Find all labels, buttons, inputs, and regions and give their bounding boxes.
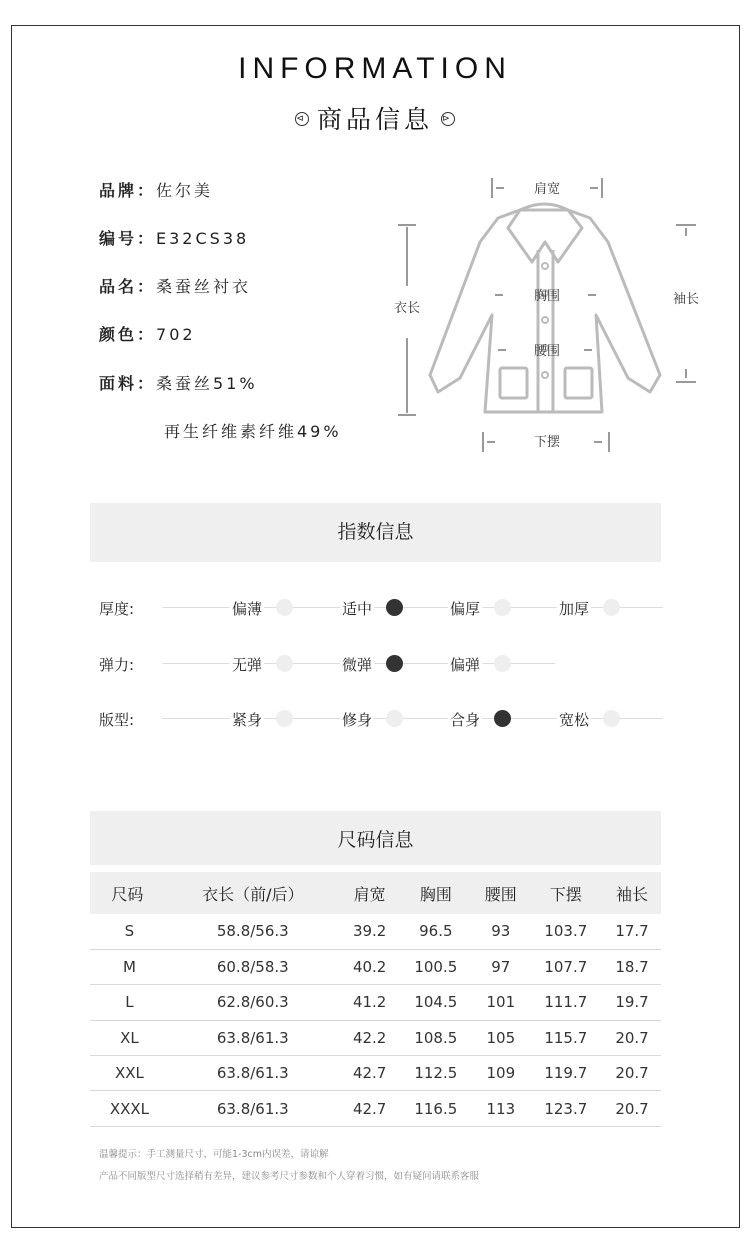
size-table-row xyxy=(90,949,661,984)
size-table-row xyxy=(90,985,661,1020)
info-color: 颜色：702 xyxy=(99,325,196,344)
size-header-cell: 袖长 xyxy=(603,872,661,914)
size-cell: 103.7 xyxy=(529,914,603,949)
size-title: 尺码信息 xyxy=(90,811,661,865)
section-title-cn: 商品信息 xyxy=(316,105,433,134)
size-cell: 111.7 xyxy=(529,985,603,1020)
size-table-row xyxy=(90,1020,661,1055)
info-code: 编号：E32CS38 xyxy=(99,229,250,248)
index-option: 宽松 xyxy=(559,711,590,729)
size-cell: 119.7 xyxy=(529,1056,603,1091)
label-shoulder: 肩宽 xyxy=(533,182,561,197)
size-cell: 101 xyxy=(473,985,529,1020)
info-name: 品名：桑蚕丝衬衣 xyxy=(99,277,252,296)
index-row-label: 弹力: xyxy=(99,656,135,674)
size-cell: S xyxy=(90,914,165,949)
size-cell: 41.2 xyxy=(341,985,399,1020)
shirt-sketch xyxy=(380,170,720,460)
size-cell: 93 xyxy=(473,914,529,949)
shirt-collar xyxy=(508,204,582,262)
size-cell: M xyxy=(90,949,165,984)
note-measure: 温馨提示：手工测量尺寸，可能1-3cm内误差，请谅解 xyxy=(99,1149,329,1160)
index-dot xyxy=(603,710,620,727)
size-cell: 18.7 xyxy=(603,949,661,984)
index-option: 适中 xyxy=(342,600,373,618)
size-cell: 108.5 xyxy=(399,1020,473,1055)
size-cell: 19.7 xyxy=(603,985,661,1020)
size-cell: 63.8/61.3 xyxy=(165,1020,341,1055)
note-fit: 产品不同版型尺寸选择稍有差异，建议参考尺寸参数和个人穿着习惯，如有疑问请联系客服 xyxy=(99,1171,480,1182)
page-title-cn xyxy=(0,100,750,136)
info-fabric-2: 再生纤维素纤维49% xyxy=(164,422,342,441)
size-cell: 40.2 xyxy=(341,949,399,984)
left-arrow-icon: ⊲ xyxy=(296,113,308,124)
index-dot xyxy=(494,599,511,616)
size-header-cell: 下摆 xyxy=(529,872,603,914)
size-cell: 58.8/56.3 xyxy=(165,914,341,949)
size-cell: 104.5 xyxy=(399,985,473,1020)
size-cell: 112.5 xyxy=(399,1056,473,1091)
index-dot xyxy=(276,599,293,616)
index-option: 加厚 xyxy=(559,600,590,618)
label-chest: 胸围 xyxy=(533,289,561,304)
index-option: 无弹 xyxy=(232,656,263,674)
size-table-row xyxy=(90,1091,661,1126)
size-cell: 107.7 xyxy=(529,949,603,984)
index-dot xyxy=(386,710,403,727)
size-cell: L xyxy=(90,985,165,1020)
index-dot xyxy=(603,599,620,616)
size-table-header xyxy=(90,872,661,914)
index-dot-selected xyxy=(494,710,511,727)
size-header-cell: 尺码 xyxy=(90,872,165,914)
index-option: 紧身 xyxy=(232,711,263,729)
size-table xyxy=(90,872,661,1127)
size-cell: 63.8/61.3 xyxy=(165,1056,341,1091)
size-cell: 113 xyxy=(473,1091,529,1126)
size-table-row xyxy=(90,1056,661,1091)
size-cell: 39.2 xyxy=(341,914,399,949)
size-cell: 96.5 xyxy=(399,914,473,949)
size-header-cell: 衣长（前/后） xyxy=(165,872,341,914)
index-option: 偏弹 xyxy=(450,656,481,674)
index-dot-selected xyxy=(386,599,403,616)
index-option: 修身 xyxy=(342,711,373,729)
size-cell: XXXL xyxy=(90,1091,165,1126)
size-cell: 116.5 xyxy=(399,1091,473,1126)
index-dot xyxy=(276,655,293,672)
size-cell: 62.8/60.3 xyxy=(165,985,341,1020)
index-row-label: 版型: xyxy=(99,711,135,729)
size-cell: 63.8/61.3 xyxy=(165,1091,341,1126)
size-cell: 97 xyxy=(473,949,529,984)
size-cell: 115.7 xyxy=(529,1020,603,1055)
index-option: 合身 xyxy=(450,711,481,729)
size-cell: 20.7 xyxy=(603,1056,661,1091)
size-cell: 109 xyxy=(473,1056,529,1091)
size-cell: 123.7 xyxy=(529,1091,603,1126)
size-cell: XL xyxy=(90,1020,165,1055)
info-fabric: 面料：桑蚕丝51% xyxy=(99,374,258,393)
size-cell: 20.7 xyxy=(603,1091,661,1126)
size-cell: 42.7 xyxy=(341,1056,399,1091)
size-cell: 42.7 xyxy=(341,1091,399,1126)
index-option: 微弹 xyxy=(342,656,373,674)
right-arrow-icon: ⊳ xyxy=(442,113,454,124)
size-cell: 60.8/58.3 xyxy=(165,949,341,984)
size-cell: XXL xyxy=(90,1056,165,1091)
label-waist: 腰围 xyxy=(533,344,561,359)
size-header-cell: 腰围 xyxy=(473,872,529,914)
index-row-label: 厚度: xyxy=(99,600,135,618)
label-sleeve: 袖长 xyxy=(672,292,700,307)
size-header-cell: 胸围 xyxy=(399,872,473,914)
size-header-cell: 肩宽 xyxy=(341,872,399,914)
index-dot xyxy=(276,710,293,727)
label-hem: 下摆 xyxy=(533,435,561,450)
size-table-row xyxy=(90,914,661,949)
info-brand: 品牌：佐尔美 xyxy=(99,181,214,200)
index-option: 偏厚 xyxy=(450,600,481,618)
size-cell: 105 xyxy=(473,1020,529,1055)
size-cell: 20.7 xyxy=(603,1020,661,1055)
shirt-body xyxy=(430,210,660,412)
size-cell: 17.7 xyxy=(603,914,661,949)
index-dot-selected xyxy=(386,655,403,672)
index-option: 偏薄 xyxy=(232,600,263,618)
index-dot xyxy=(494,655,511,672)
index-title: 指数信息 xyxy=(90,503,661,562)
size-cell: 100.5 xyxy=(399,949,473,984)
size-cell: 42.2 xyxy=(341,1020,399,1055)
label-length: 衣长 xyxy=(393,301,421,316)
page-title-en: INFORMATION xyxy=(238,52,512,85)
